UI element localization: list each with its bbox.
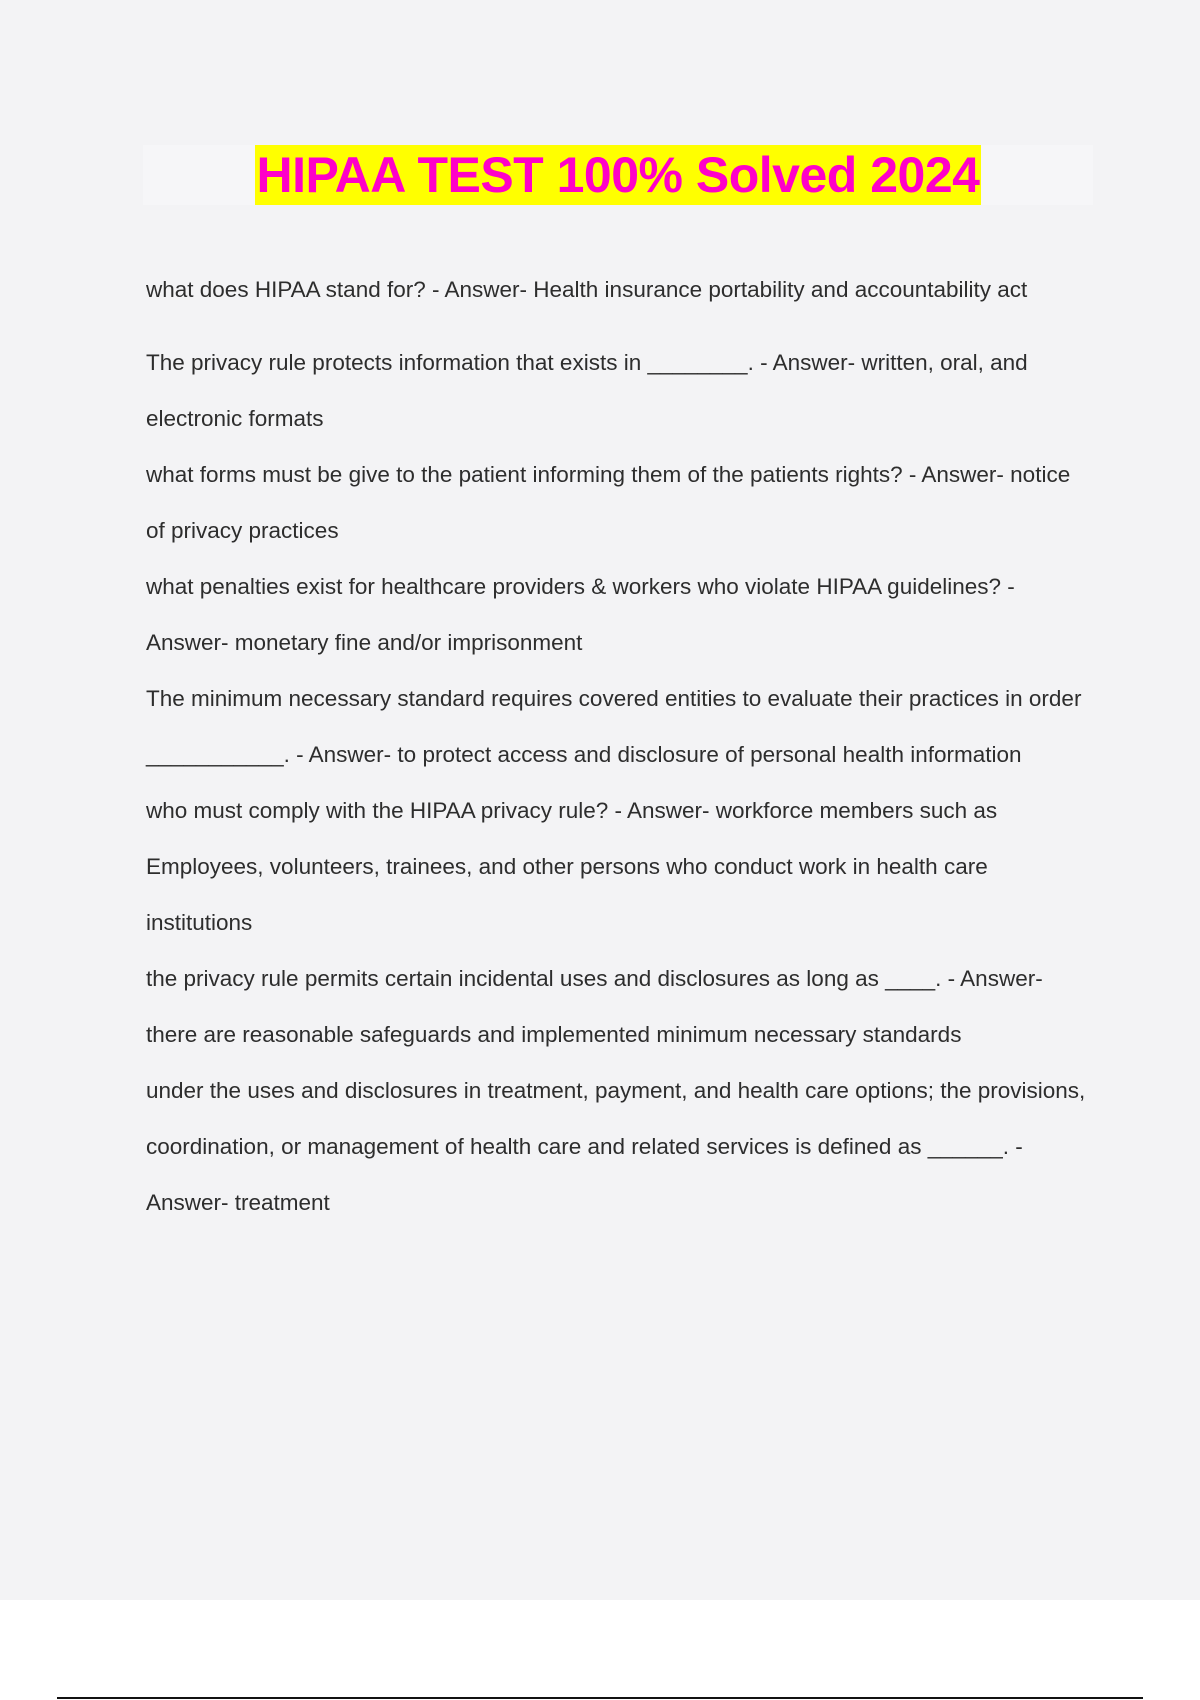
qa-item: The minimum necessary standard requires covered entities to evaluate their practices in order ___________. - Answer- to protect access and disclosure of personal health information bbox=[146, 686, 1082, 767]
qa-list bbox=[146, 262, 1091, 1231]
qa-item: what penalties exist for healthcare providers & workers who violate HIPAA guidelines? - Answer- monetary fine and/or imprisonment bbox=[146, 574, 1015, 655]
qa-item: the privacy rule permits certain incidental uses and disclosures as long as ____. - Answer- there are reasonable safeguards and implemented minimum necessary standards bbox=[146, 966, 1043, 1047]
qa-item: The privacy rule protects information that exists in ________. - Answer- written, oral, and electronic formats bbox=[146, 350, 1028, 431]
qa-item: what forms must be give to the patient informing them of the patients rights? - Answer- notice of privacy practices bbox=[146, 462, 1071, 543]
document-title: HIPAA TEST 100% Solved 2024 bbox=[256, 147, 980, 203]
footer-divider bbox=[57, 1697, 1143, 1699]
qa-item: what does HIPAA stand for? - Answer- Health insurance portability and accountability act bbox=[146, 277, 1028, 302]
qa-item: who must comply with the HIPAA privacy rule? - Answer- workforce members such as Employees, volunteers, trainees, and other persons who conduct work in health care institutions bbox=[146, 798, 998, 935]
title-band bbox=[143, 145, 1093, 205]
qa-item: under the uses and disclosures in treatment, payment, and health care options; the provisions, coordination, or management of health care and related services is defined as ______. - Answer- treatment bbox=[146, 1078, 1086, 1215]
